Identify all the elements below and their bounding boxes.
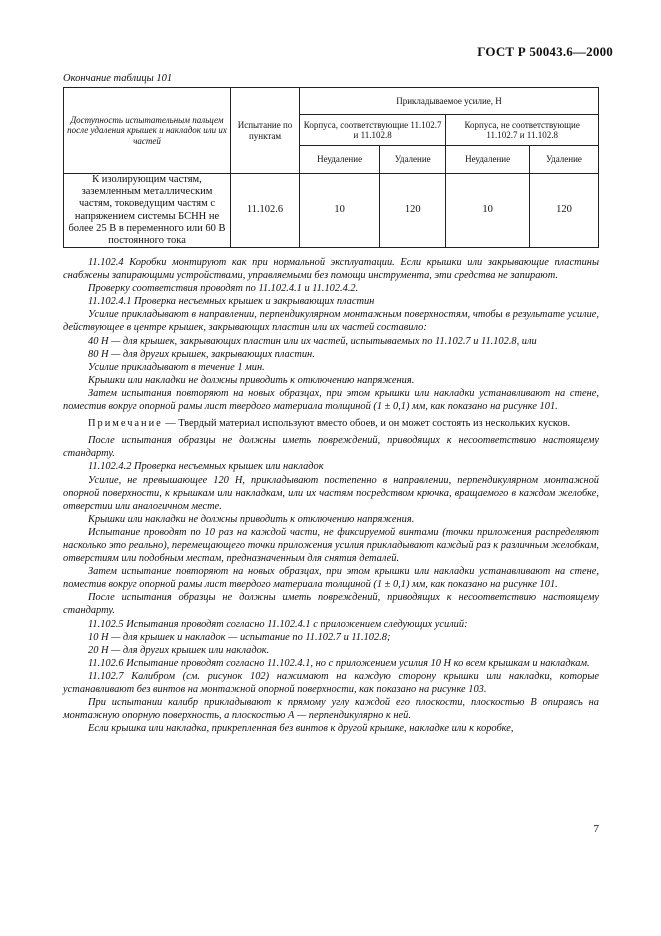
sub-header-removal-1: Удаление [380,146,446,174]
paragraph: Усилие прикладывают в течение 1 мин. [88,361,265,373]
row-clause: 11.102.6 [231,174,300,248]
paragraph: 11.102.7 Калибром (см. рисунок 102) нажимают на каждую сторону крышки или накладки, которые устанавливают без винтов на монтажной опорной поверхности, как показано на рисунке 103. [63,670,599,695]
paragraph: 40 Н — для крышек, закрывающих пластин или их частей, испытываемых по 11.102.7 и 11.102.8, или [88,335,537,347]
sub-header-no-removal-2: Неудаление [446,146,530,174]
paragraph: После испытания образцы не должны иметь повреждений, приводящих к несоответствию настоящему стандарту. [63,435,599,460]
row-value-4: 120 [529,174,598,248]
paragraph: Затем испытания повторяют на новых образцах, при этом крышки или накладки устанавливают на стене, поместив вокруг опорной рамы лист твердого материала толщиной (1 ± 0,1) мм, как показано на рисунке 101. [63,387,599,413]
row-value-1: 10 [300,174,380,248]
paragraph: После испытания образцы не должны иметь повреждений, приводящих к несоответствию настоящему стандарту. [63,592,599,617]
table-caption: Окончание таблицы 101 [63,73,173,84]
col-header-force: Прикладываемое усилие, Н [300,88,599,115]
paragraph: Если крышка или накладка, прикрепленная без винтов к другой крышке, накладке или к коробке, [88,723,514,735]
paragraph: При испытании калибр прикладывают к прямому углу каждой его плоскости, плоскостью В опираясь на монтажную опорную поверхность, а плоскостью А — перпендикулярно к ней. [63,697,599,722]
row-description: К изолирующим частям, заземленным металлическим частям, токоведущим частям с напряжением системы БСНН не более 25 В в переменного или 60 В постоянного тока [64,174,231,248]
col-header-accessibility: Доступность испытательным пальцем после удаления крышек и накладок или их частей [64,88,231,174]
sub-header-removal-2: Удаление [529,146,598,174]
col-header-clause: Испытание по пунктам [231,88,300,174]
table-101 [63,87,599,248]
note-label: Примечание [88,418,163,430]
paragraph: Крышки или накладки не должны приводить к отключению напряжения. [88,374,415,386]
paragraph: 11.102.5 Испытания проводят согласно 11.102.4.1 с приложением следующих усилий: [88,618,468,630]
row-value-2: 120 [380,174,446,248]
note [63,417,599,430]
paragraph: 11.102.4.2 Проверка несъемных крышек или накладок [88,461,324,473]
paragraph: Затем испытание повторяют на новых образцах, при этом крышки или накладки устанавливают на стене, поместив вокруг опорной рамы лист твердого материала толщиной (1 ± 0,1) мм, как показано на рисунке 101. [63,566,599,591]
paragraph: 11.102.6 Испытание проводят согласно 11.102.4.1, но с приложением усилия 10 Н ко всем крышкам и накладкам. [88,657,590,669]
row-value-3: 10 [446,174,530,248]
standard-designation: ГОСТ Р 50043.6—2000 [477,44,613,59]
paragraph: Усилие прикладывают в направлении, перпендикулярном монтажным поверхностям, чтобы в результате усилие, действующее в центре крышек, закрывающих пластин или их частей составило: [63,309,599,334]
col-group-noncompliant: Корпуса, не соответствующие 11.102.7 и 11.102.8 [446,115,599,146]
col-group-compliant: Корпуса, соответствующие 11.102.7 и 11.102.8 [300,115,446,146]
paragraph: Испытание проводят по 10 раз на каждой части, не фиксируемой винтами (точки приложения распределяют насколько это реально), перемещающего точки приложения усилия прикладывают каждый раз к различным желобкам, отверстиям или подобным местам, предназначенным для снятия деталей. [63,526,599,565]
paragraph: 10 Н — для крышек и накладок — испытание по 11.102.7 и 11.102.8; [88,631,391,643]
note-text: — Твердый материал используют вместо обоев, и он может состоять из нескольких кусков. [162,418,571,430]
body-text [63,256,599,735]
paragraph: Крышки или накладки не должны приводить к отключению напряжения. [88,513,415,525]
paragraph: Проверку соответствия проводят по 11.102.4.1 и 11.102.4.2. [88,283,359,295]
paragraph: 20 Н — для других крышек или накладок. [88,644,270,656]
paragraph: Усилие, не превышающее 120 Н, прикладывают постепенно в направлении, перпендикулярном монтажной опорной поверхности, к крышкам или накладкам, или их частям посредством крючка, вращаемого в каждом желобке, отверстии или аналогичном месте. [63,474,599,512]
paragraph: 80 Н — для других крышек, закрывающих пластин. [88,348,315,360]
paragraph: 11.102.4.1 Проверка несъемных крышек и закрывающих пластин [88,296,375,308]
paragraph: 11.102.4 Коробки монтируют как при нормальной эксплуатации. Если крышки или закрывающие пластины снабжены запирающими устройствами, управляемыми без помощи инструмента, эти средства не запирают. [63,257,599,282]
sub-header-no-removal-1: Неудаление [300,146,380,174]
page-number: 7 [593,823,599,835]
